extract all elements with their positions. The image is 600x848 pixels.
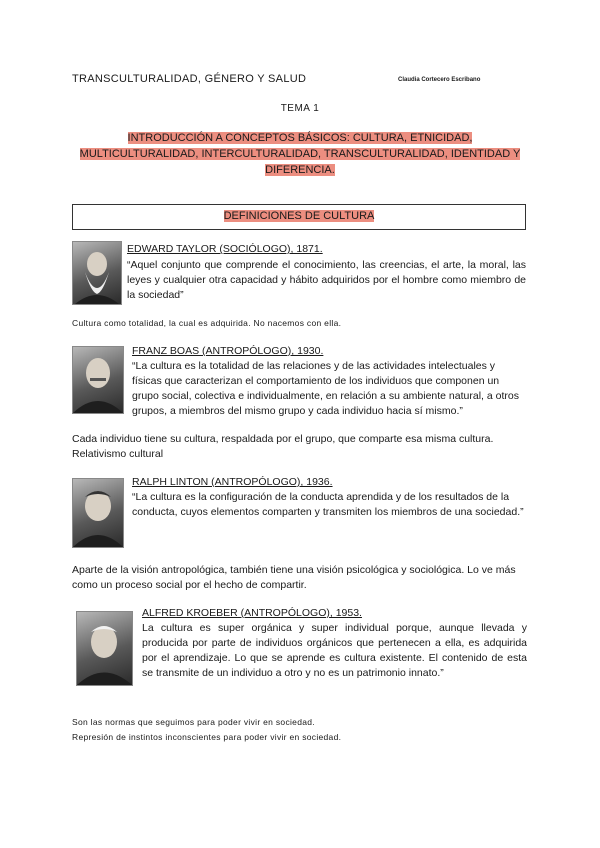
topic-title: TEMA 1: [280, 103, 320, 114]
intro-line-2: MULTICULTURALIDAD, INTERCULTURALIDAD, TRANSCULTURALIDAD, IDENTIDAD Y: [79, 148, 521, 160]
section-title-box: [72, 204, 526, 230]
portrait-photo-linton: [72, 478, 124, 548]
definition-note-boas: [72, 432, 493, 462]
definition-author-kroeber: ALFRED KROEBER (ANTROPÓLOGO), 1953.: [142, 607, 362, 619]
definition-quote-linton: “La cultura es la configuración de la conducta aprendida y de los resultados de la conducta, cuyos elementos comparten y transmiten los miembros de una sociedad.”: [132, 491, 524, 518]
note-line-1: Son las normas que seguimos para poder vivir en sociedad.: [72, 717, 315, 727]
definition-author-linton: RALPH LINTON (ANTROPÓLOGO), 1936.: [132, 476, 333, 488]
definition-quote-kroeber: La cultura es super orgánica y super individual porque, aunque llevada y producida por parte de individuos orgánicos que pertenecen a ella, es adquirida por el aprendizaje. Lo que se aprende es cultura existente. El contenido de esta se transmite de un individuo a otro y no es un patrimonio innato.”: [142, 622, 527, 679]
portrait-photo-taylor: [72, 241, 122, 305]
note-line-1: Cada individuo tiene su cultura, respaldada por el grupo, que comparte esa misma cultura.: [72, 433, 494, 445]
portrait-photo-boas: [72, 346, 124, 414]
definition-author-taylor: EDWARD TAYLOR (SOCIÓLOGO), 1871.: [127, 243, 323, 255]
section-title: DEFINICIONES DE CULTURA: [223, 210, 375, 222]
definition-note-kroeber: [72, 715, 341, 745]
definition-note-taylor: Cultura como totalidad, la cual es adquirida. No nacemos con ella.: [72, 318, 342, 328]
author-name: Claudia Cortecero Escribano: [398, 77, 481, 83]
intro-line-1: INTRODUCCIÓN A CONCEPTOS BÁSICOS: CULTURA, ETNICIDAD,: [127, 132, 473, 144]
portrait-photo-kroeber: [76, 611, 133, 686]
definition-quote-taylor: “Aquel conjunto que comprende el conocimiento, las creencias, el arte, la moral, las leyes y cualquier otra capacidad y hábito adquiridos por el hombre como miembro de la sociedad”: [127, 259, 526, 301]
note-line-2: Relativismo cultural: [72, 448, 164, 460]
intro-heading: [72, 130, 528, 178]
note-line-2: Represión de instintos inconscientes para poder vivir en sociedad.: [72, 732, 342, 742]
definition-note-linton: Aparte de la visión antropológica, también tiene una visión psicológica y sociológica. Lo ve más como un proceso social por el hecho de compartir.: [72, 564, 516, 591]
definition-author-boas: FRANZ BOAS (ANTROPÓLOGO), 1930.: [132, 345, 324, 357]
course-title: TRANSCULTURALIDAD, GÉNERO Y SALUD: [72, 73, 307, 85]
intro-line-3: DIFERENCIA.: [265, 164, 335, 176]
definition-quote-boas: “La cultura es la totalidad de las relaciones y de las actividades intelectuales y físicas que caracterizan el comportamiento de los individuos que componen un grupo social, colectiva e individualmente, en relación a su ambiente natural, a otros grupos, a miembros del mismo grupo y cada individuo hacia sí mismo.”: [132, 360, 519, 417]
